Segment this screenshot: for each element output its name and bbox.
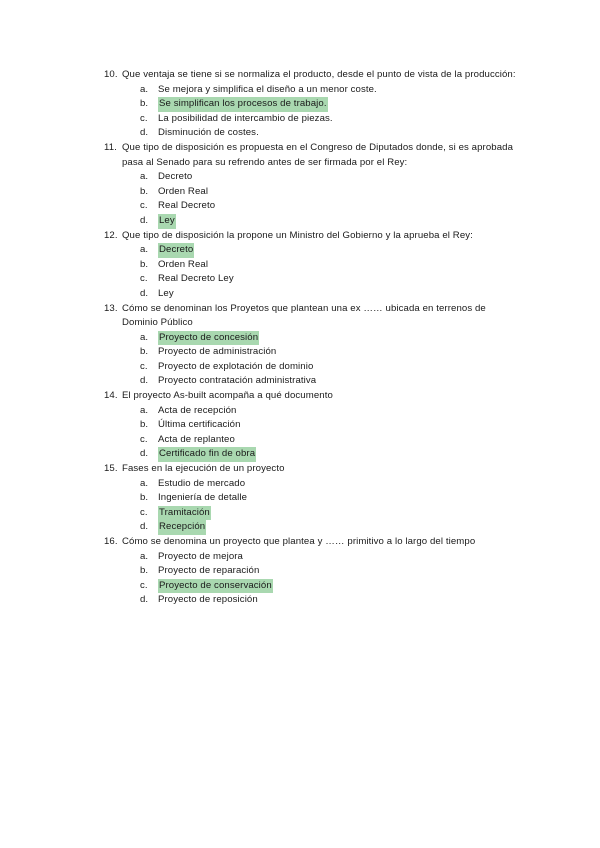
question-text: Que tipo de disposición es propuesta en el Congreso de Diputados donde, si es aprobada pasa al Senado para su refrendo antes de ser firmada por el Rey: bbox=[122, 141, 514, 168]
option-list bbox=[104, 550, 524, 608]
question-number: 13. bbox=[104, 302, 118, 314]
option-text: Proyecto de explotación de dominio bbox=[158, 360, 314, 372]
option-d bbox=[140, 520, 524, 535]
option-letter: a. bbox=[140, 171, 149, 183]
highlighted-answer: Proyecto de conservación bbox=[158, 579, 273, 594]
option-letter: c. bbox=[140, 200, 148, 212]
question-12 bbox=[104, 229, 524, 302]
highlighted-answer: Certificado fin de obra bbox=[158, 447, 256, 462]
option-letter: b. bbox=[140, 565, 149, 577]
highlighted-answer: Decreto bbox=[158, 243, 194, 258]
option-a bbox=[140, 83, 524, 98]
option-letter: b. bbox=[140, 185, 149, 197]
option-d bbox=[140, 447, 524, 462]
question-text: Fases en la ejecución de un proyecto bbox=[122, 463, 285, 475]
option-text: Acta de replanteo bbox=[158, 433, 235, 445]
highlighted-answer: Tramitación bbox=[158, 506, 211, 521]
option-list bbox=[104, 83, 524, 141]
option-letter: c. bbox=[140, 273, 148, 285]
option-text: Proyecto de mejora bbox=[158, 550, 243, 562]
question-list bbox=[104, 68, 524, 608]
option-letter: a. bbox=[140, 331, 149, 343]
option-letter: d. bbox=[140, 287, 149, 299]
option-letter: a. bbox=[140, 477, 149, 489]
highlighted-answer: Se simplifican los procesos de trabajo. bbox=[158, 97, 328, 112]
question-text: Cómo se denominan los Proyetos que plantean una ex …… ubicada en terrenos de Dominio Público bbox=[122, 302, 486, 329]
option-letter: d. bbox=[140, 448, 149, 460]
option-c bbox=[140, 112, 524, 127]
option-list bbox=[104, 331, 524, 389]
option-letter: b. bbox=[140, 258, 149, 270]
option-letter: a. bbox=[140, 404, 149, 416]
option-text: La posibilidad de intercambio de piezas. bbox=[158, 112, 333, 124]
option-c bbox=[140, 506, 524, 521]
question-number: 14. bbox=[104, 390, 118, 402]
option-b bbox=[140, 97, 524, 112]
option-letter: d. bbox=[140, 375, 149, 387]
question-number: 16. bbox=[104, 536, 118, 547]
option-letter: b. bbox=[140, 346, 149, 358]
option-list bbox=[104, 243, 524, 301]
option-list bbox=[104, 477, 524, 535]
option-text: Orden Real bbox=[158, 258, 209, 270]
question-13 bbox=[104, 302, 524, 390]
option-a bbox=[140, 404, 524, 419]
option-letter: b. bbox=[140, 419, 149, 431]
option-d bbox=[140, 593, 524, 608]
option-b bbox=[140, 418, 524, 433]
option-letter: a. bbox=[140, 83, 149, 95]
highlighted-answer: Ley bbox=[158, 214, 176, 229]
option-text: Estudio de mercado bbox=[158, 477, 246, 489]
option-text: Orden Real bbox=[158, 185, 209, 197]
option-b bbox=[140, 185, 524, 200]
option-d bbox=[140, 287, 524, 302]
option-a bbox=[140, 550, 524, 565]
option-b bbox=[140, 345, 524, 360]
option-list bbox=[104, 404, 524, 462]
question-16 bbox=[104, 535, 524, 608]
question-text: Que tipo de disposición la propone un Ministro del Gobierno y la aprueba el Rey: bbox=[122, 229, 473, 241]
option-letter: d. bbox=[140, 521, 149, 533]
option-c bbox=[140, 272, 524, 287]
question-text: El proyecto As-built acompaña a qué documento bbox=[122, 390, 333, 402]
option-letter: a. bbox=[140, 550, 149, 562]
option-text: Real Decreto bbox=[158, 200, 216, 212]
option-text: Última certificación bbox=[158, 419, 241, 431]
option-text: Proyecto de reposición bbox=[158, 594, 258, 606]
option-letter: b. bbox=[140, 492, 149, 504]
option-letter: c. bbox=[140, 112, 148, 124]
option-list bbox=[104, 170, 524, 228]
option-text: Ingeniería de detalle bbox=[158, 492, 248, 504]
question-11 bbox=[104, 141, 524, 229]
option-letter: d. bbox=[140, 594, 149, 606]
option-letter: c. bbox=[140, 360, 148, 372]
option-text: Proyecto de administración bbox=[158, 346, 277, 358]
highlighted-answer: Recepción bbox=[158, 520, 206, 535]
option-a bbox=[140, 243, 524, 258]
question-text: Cómo se denomina un proyecto que plantea y …… primitivo a lo largo del tiempo bbox=[122, 536, 476, 547]
option-letter: b. bbox=[140, 98, 149, 110]
question-14 bbox=[104, 389, 524, 462]
question-text: Que ventaja se tiene si se normaliza el producto, desde el punto de vista de la producción: bbox=[122, 69, 516, 80]
option-c bbox=[140, 579, 524, 594]
option-letter: c. bbox=[140, 506, 148, 518]
question-10 bbox=[104, 68, 524, 141]
option-c bbox=[140, 433, 524, 448]
question-15 bbox=[104, 462, 524, 535]
option-letter: c. bbox=[140, 433, 148, 445]
option-letter: c. bbox=[140, 579, 148, 591]
option-text: Acta de recepción bbox=[158, 404, 237, 416]
option-letter: a. bbox=[140, 244, 149, 256]
question-number: 15. bbox=[104, 463, 118, 475]
option-a bbox=[140, 477, 524, 492]
option-b bbox=[140, 564, 524, 579]
option-letter: d. bbox=[140, 127, 149, 139]
option-text: Real Decreto Ley bbox=[158, 273, 234, 285]
option-b bbox=[140, 258, 524, 273]
option-letter: d. bbox=[140, 214, 149, 226]
option-d bbox=[140, 374, 524, 389]
option-text: Se mejora y simplifica el diseño a un menor coste. bbox=[158, 83, 377, 95]
question-number: 12. bbox=[104, 229, 118, 241]
option-text: Proyecto de reparación bbox=[158, 565, 260, 577]
option-text: Ley bbox=[158, 287, 174, 299]
option-d bbox=[140, 214, 524, 229]
question-number: 11. bbox=[104, 141, 117, 153]
option-text: Decreto bbox=[158, 171, 193, 183]
option-text: Proyecto contratación administrativa bbox=[158, 375, 317, 387]
option-b bbox=[140, 491, 524, 506]
question-number: 10. bbox=[104, 69, 118, 80]
option-c bbox=[140, 199, 524, 214]
option-a bbox=[140, 331, 524, 346]
option-a bbox=[140, 170, 524, 185]
option-c bbox=[140, 360, 524, 375]
option-d bbox=[140, 126, 524, 141]
option-text: Disminución de costes. bbox=[158, 127, 259, 139]
highlighted-answer: Proyecto de concesión bbox=[158, 331, 259, 346]
